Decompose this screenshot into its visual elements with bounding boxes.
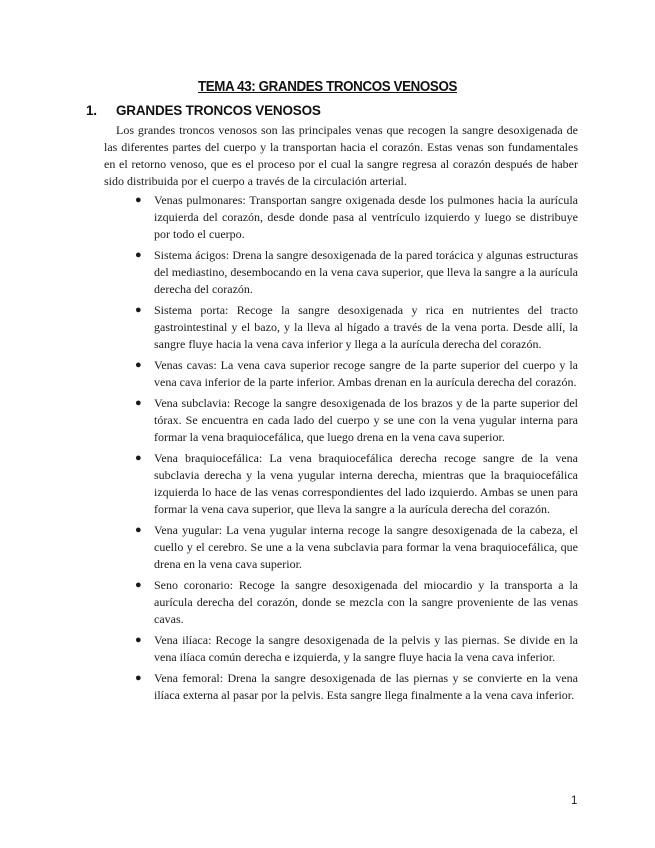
list-item-text: Venas cavas: La vena cava superior recoge sangre de la parte superior del cuerpo y la vena cava inferior de la parte inferior. Ambas drenan en la aurícula derecha del corazón. [154,358,578,389]
page-number: 1 [571,795,578,807]
list-item-text: Venas pulmonares: Transportan sangre oxigenada desde los pulmones hacia la aurícula izquierda del corazón, desde donde pasa al ventrículo izquierdo y luego se distribuye por todo el cuerpo. [154,193,578,241]
list-item [104,192,578,243]
bullet-icon: ● [135,672,142,684]
list-item-text: Vena femoral: Drena la sangre desoxigenada de las piernas y se convierte en la vena ilíaca externa al pasar por la pelvis. Esta sangre llega finalmente a la vena cava inferior. [154,671,578,702]
list-item [104,395,578,446]
list-item [104,357,578,391]
bullet-icon: ● [135,194,142,206]
list-item-text: Sistema ácigos: Drena la sangre desoxigenada de la pared torácica y algunas estructuras del mediastino, desembocando en la vena cava superior, que lleva la sangre a la aurícula derecha del corazón. [154,248,578,296]
section-heading [86,103,321,118]
list-item [104,450,578,518]
list-item [104,632,578,666]
section-number: 1. [86,103,97,118]
bullet-icon: ● [135,249,142,261]
section-title: GRANDES TRONCOS VENOSOS [116,103,321,118]
bullet-icon: ● [135,397,142,409]
bullet-icon: ● [135,524,142,536]
list-item [104,247,578,298]
veins-list [104,192,578,708]
list-item [104,302,578,353]
list-item [104,522,578,573]
bullet-icon: ● [135,359,142,371]
document-title: TEMA 43: GRANDES TRONCOS VENOSOS [197,79,458,95]
list-item-text: Seno coronario: Recoge la sangre desoxigenada del miocardio y la transporta a la aurícula derecha del corazón, donde se mezcla con la sangre proveniente de las venas cavas. [154,578,578,626]
list-item-text: Vena ilíaca: Recoge la sangre desoxigenada de la pelvis y las piernas. Se divide en la vena ilíaca común derecha e izquierda, y la sangre fluye hacia la vena cava inferior. [154,633,578,664]
bullet-icon: ● [135,579,142,591]
list-item-text: Vena yugular: La vena yugular interna recoge la sangre desoxigenada de la cabeza, el cuello y el cerebro. Se une a la vena subclavia para formar la vena braquiocefálica, que drena en la vena cava superior. [154,523,578,571]
bullet-icon: ● [135,304,142,316]
list-item-text: Sistema porta: Recoge la sangre desoxigenada y rica en nutrientes del tracto gastrointestinal y el bazo, y la lleva al hígado a través de la vena porta. Desde allí, la sangre fluye hacia la vena cava inferior y llega a la aurícula derecha del corazón. [154,303,578,351]
intro-paragraph: Los grandes troncos venosos son las principales venas que recogen la sangre desoxigenada de las diferentes partes del cuerpo y la transportan hacia el corazón. Estas venas son fundamentales en el retorno venoso, que es el proceso por el cual la sangre regresa al corazón después de haber sido distribuida por el cuerpo a través de la circulación arterial. [104,123,578,188]
bullet-icon: ● [135,452,142,464]
list-item [104,670,578,704]
list-item-text: Vena subclavia: Recoge la sangre desoxigenada de los brazos y de la parte superior del tórax. Se encuentra en cada lado del cuerpo y se une con la vena yugular interna para formar la vena braquiocefálica, que luego drena en la vena cava superior. [154,396,578,444]
list-item [104,577,578,628]
bullet-icon: ● [135,634,142,646]
list-item-text: Vena braquiocefálica: La vena braquiocefálica derecha recoge sangre de la vena subclavia derecha y la vena yugular interna derecha, mientras que la braquiocefálica izquierda lo hace de las venas correspondientes del lado izquierdo. Ambas se unen para formar la vena cava superior, que lleva la sangre a la aurícula derecha del corazón. [154,451,578,516]
